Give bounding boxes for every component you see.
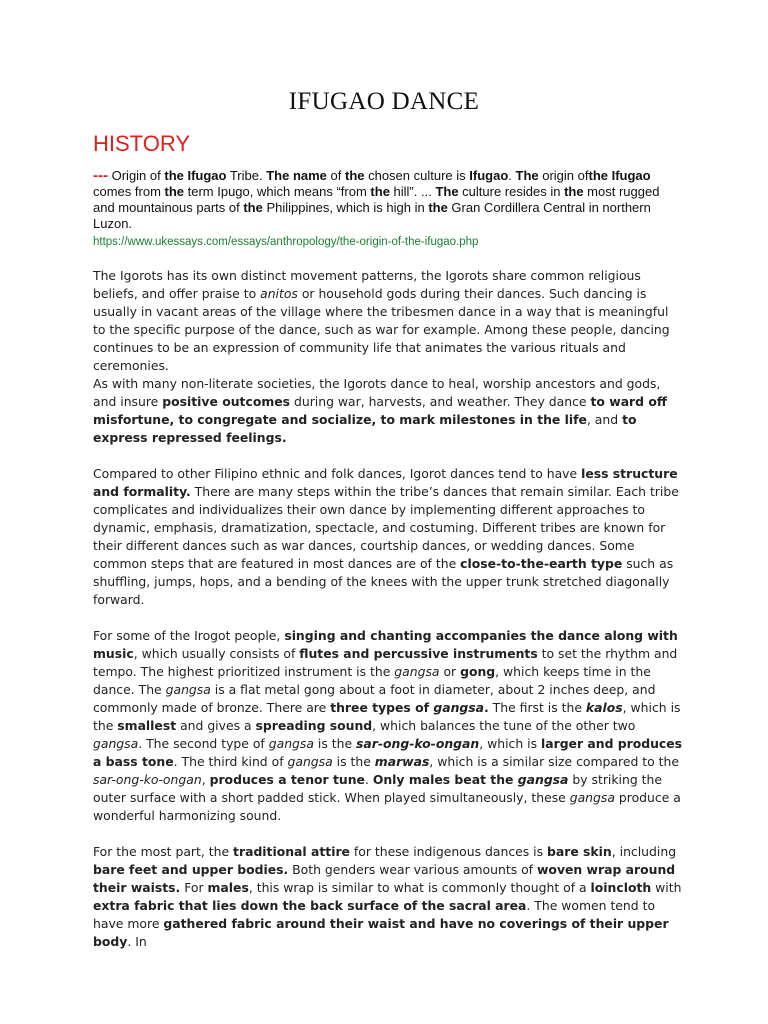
- text-run: . The second type of: [138, 736, 269, 751]
- emphasis-run: gangsa: [287, 754, 333, 769]
- text-run: .: [364, 772, 373, 787]
- text-run: with: [651, 880, 682, 895]
- emphasis-run: the: [243, 200, 263, 215]
- text-run: There are many steps within the tribe’s dances that remain similar. Each tribe complicates and individualizes their own dance by implementing different approaches to dynamic, emphasis, dramatization, spectacle, and costuming. Different tribes are known for their different dances such as war dances, courtship dances, or wedding dances. Some common steps that are featured in most dances are of the: [93, 484, 679, 571]
- emphasis-run: the Ifugao: [164, 168, 227, 183]
- text-run: , which is: [479, 736, 541, 751]
- emphasis-run: to express repressed feelings.: [93, 412, 637, 445]
- emphasis-run: bare skin: [547, 844, 612, 859]
- text-run: , which usually consists of: [133, 646, 300, 661]
- text-run: For the most part, the: [93, 844, 234, 859]
- text-run: , which keeps time in the dance. The: [93, 664, 651, 697]
- text-run: For: [180, 880, 208, 895]
- body-paragraph: [93, 465, 683, 609]
- emphasis-run: the: [564, 184, 584, 199]
- emphasis-run: sar-ong-ko-ongan: [356, 736, 480, 751]
- emphasis-run: the: [164, 184, 185, 199]
- text-run: , which is the: [93, 700, 681, 733]
- body-paragraph: [93, 375, 683, 447]
- text-run: is a flat metal gong about a foot in diameter, about 2 inches deep, and commonly made of bronze. There are: [93, 682, 656, 715]
- text-run: most rugged and mountainous parts of: [93, 184, 660, 215]
- excerpt-dash: ---: [93, 167, 108, 184]
- text-run: Gran Cordillera Central in northern Luzon.: [93, 200, 651, 231]
- text-run: hill”. ...: [389, 184, 436, 199]
- emphasis-run: anitos: [260, 286, 298, 301]
- text-run: . The third kind of: [173, 754, 288, 769]
- emphasis-run: to ward off misfortune, to congregate and socialize, to mark milestones in the life: [93, 394, 667, 427]
- emphasis-run: gangsa: [268, 736, 314, 751]
- text-run: culture resides in: [458, 184, 565, 199]
- emphasis-run: close-to-the-earth type: [460, 556, 623, 571]
- text-run: or: [439, 664, 461, 679]
- text-run: is the: [313, 736, 357, 751]
- excerpt-text: [93, 168, 659, 231]
- emphasis-run: less structure and formality.: [93, 466, 678, 499]
- text-run: chosen culture is: [364, 168, 470, 183]
- text-run: As with many non-literate societies, the Igorots dance to heal, worship ancestors and gods, and insure: [93, 376, 661, 409]
- emphasis-run: gangsa: [517, 772, 569, 787]
- emphasis-run: spreading sound: [255, 718, 373, 733]
- body-paragraph: [93, 627, 683, 825]
- text-run: The first is the: [488, 700, 586, 715]
- text-run: Compared to other Filipino ethnic and folk dances, Igorot dances tend to have: [93, 466, 582, 481]
- emphasis-run: positive outcomes: [162, 394, 291, 409]
- emphasis-run: gong: [460, 664, 496, 679]
- emphasis-run: flutes and percussive instruments: [299, 646, 538, 661]
- text-run: , this wrap is similar to what is commonly thought of a: [248, 880, 591, 895]
- text-run: term Ipugo, which means “from: [184, 184, 371, 199]
- text-run: or household gods during their dances. Such dancing is usually in vacant areas of the village where the tribesmen dance in a way that is meaningful to the specific purpose of the dance, such as war for example. Among these people, dancing continues to be an expression of community life that animates the various rituals and ceremonies.: [93, 286, 670, 373]
- text-run: The Igorots has its own distinct movement patterns, the Igorots share common religious beliefs, and offer praise to: [93, 268, 641, 301]
- text-run: such as shuffling, jumps, hops, and a bending of the knees with the upper trunk stretched diagonally forward.: [93, 556, 674, 607]
- emphasis-run: three types of: [330, 700, 434, 715]
- text-run: by striking the outer surface with a short padded stick. When played simultaneously, these: [93, 772, 662, 805]
- emphasis-run: the: [428, 200, 448, 215]
- emphasis-run: produces a tenor tune: [209, 772, 365, 787]
- text-run: , including: [611, 844, 677, 859]
- emphasis-run: kalos: [585, 700, 623, 715]
- emphasis-run: Ifugao: [469, 168, 509, 183]
- emphasis-run: gangsa: [93, 736, 139, 751]
- text-run: . The women tend to have more: [93, 898, 656, 931]
- text-run: of: [326, 168, 345, 183]
- text-run: Origin of: [108, 168, 165, 183]
- text-run: produce a wonderful harmonizing sound.: [93, 790, 681, 823]
- emphasis-run: gathered fabric around their waist and have no coverings of their upper body: [93, 916, 669, 949]
- text-run: Philippines, which is high in: [262, 200, 429, 215]
- emphasis-run: loincloth: [590, 880, 652, 895]
- text-run: during war, harvests, and weather. They dance: [290, 394, 591, 409]
- text-run: to set the rhythm and tempo. The highest prioritized instrument is the: [93, 646, 678, 679]
- quoted-excerpt: [93, 168, 683, 232]
- text-run: , which is a similar size compared to the: [429, 754, 679, 769]
- emphasis-run: larger and produces a bass tone: [93, 736, 683, 769]
- emphasis-run: gangsa: [394, 664, 440, 679]
- text-run: , and: [586, 412, 623, 427]
- source-link[interactable]: https://www.ukessays.com/essays/anthropology/the-origin-of-the-ifugao.php: [93, 236, 479, 248]
- document-body: [93, 267, 683, 951]
- emphasis-run: bare feet and upper bodies.: [93, 862, 289, 877]
- emphasis-run: marwas: [374, 754, 430, 769]
- text-run: origin of: [538, 168, 589, 183]
- text-run: .: [508, 168, 516, 183]
- emphasis-run: gangsa: [165, 682, 211, 697]
- emphasis-run: the Ifugao: [588, 168, 651, 183]
- text-run: comes from: [93, 184, 165, 199]
- emphasis-run: the: [370, 184, 390, 199]
- emphasis-run: sar-ong-ko-ongan: [93, 772, 202, 787]
- emphasis-run: males: [207, 880, 249, 895]
- emphasis-run: woven wrap around their waists.: [93, 862, 676, 895]
- text-run: Tribe.: [226, 168, 267, 183]
- text-run: , which balances the tune of the other two: [372, 718, 636, 733]
- emphasis-run: The name: [266, 168, 327, 183]
- body-paragraph: [93, 267, 683, 375]
- emphasis-run: traditional attire: [233, 844, 350, 859]
- text-run: and gives a: [176, 718, 256, 733]
- section-heading: HISTORY: [93, 131, 190, 156]
- text-run: ,: [201, 772, 210, 787]
- emphasis-run: extra fabric that lies down the back surface of the sacral area: [93, 898, 527, 913]
- emphasis-run: gangsa: [433, 700, 485, 715]
- emphasis-run: singing and chanting accompanies the dance along with music: [93, 628, 678, 661]
- emphasis-run: gangsa: [569, 790, 615, 805]
- emphasis-run: The: [515, 168, 539, 183]
- text-run: . In: [127, 934, 147, 949]
- document-title: IFUGAO DANCE: [288, 88, 480, 115]
- emphasis-run: smallest: [117, 718, 177, 733]
- emphasis-run: The: [435, 184, 459, 199]
- text-run: For some of the Irogot people,: [93, 628, 285, 643]
- emphasis-run: the: [344, 168, 365, 183]
- text-run: Both genders wear various amounts of: [288, 862, 537, 877]
- body-paragraph: [93, 843, 683, 951]
- emphasis-run: Only males beat the: [372, 772, 518, 787]
- emphasis-run: .: [484, 700, 489, 715]
- text-run: for these indigenous dances is: [349, 844, 547, 859]
- text-run: is the: [332, 754, 375, 769]
